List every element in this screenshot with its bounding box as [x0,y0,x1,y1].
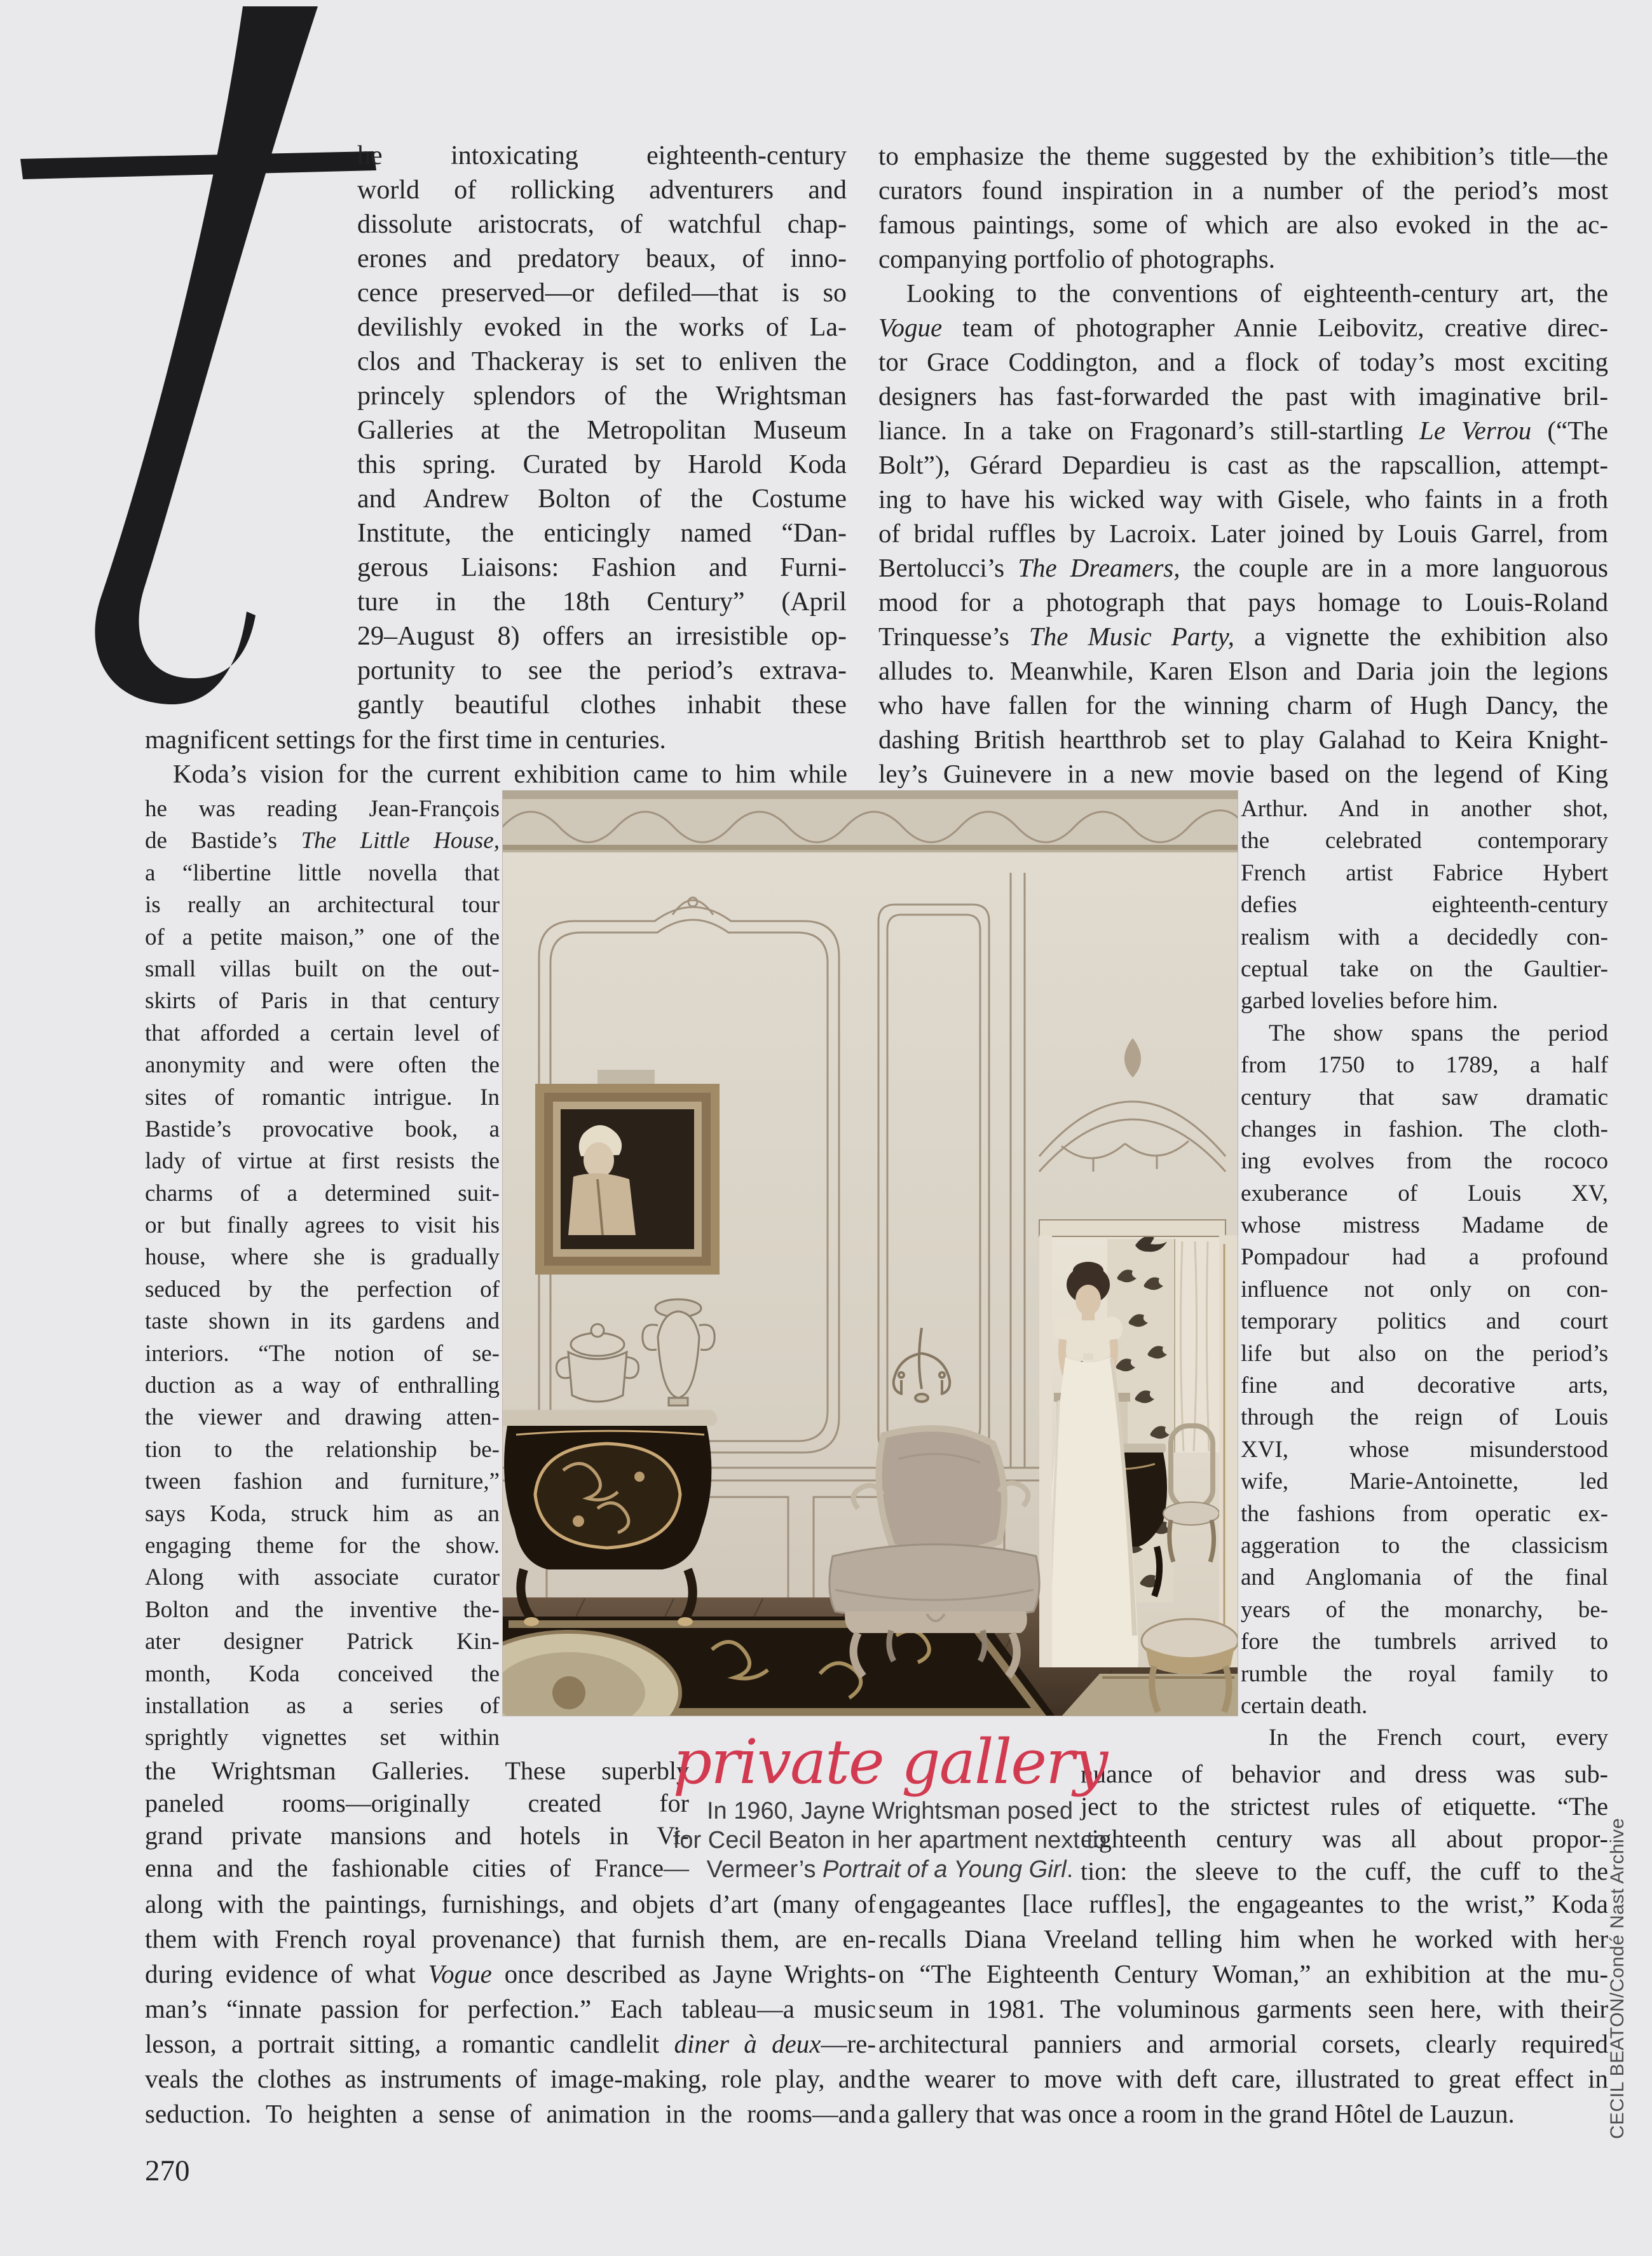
text-line: tor Grace Coddington, and a flock of today’s most exciting [878,347,1608,376]
text-line: Bertolucci’s The Dreamers, the couple are in a more languorous [878,553,1608,582]
caption-text [667,1796,1112,1884]
text-line: taste shown in its gardens and [145,1308,500,1335]
article-column-2-bottom [878,1887,1608,2131]
text-line: French artist Fabrice Hybert [1241,859,1608,886]
text-line: mood for a photograph that pays homage to Louis-Roland [878,587,1608,617]
text-line: dashing British heartthrob set to play Galahad to Keira Knight- [878,725,1608,754]
article-column-1-top [357,139,847,722]
text-line: anonymity and were often the [145,1052,500,1079]
text-line: a gallery that was once a room in the grand Hôtel de Lauzun. [878,2099,1515,2128]
text-line: interiors. “The notion of se- [145,1340,500,1367]
text-line: Along with associate curator [145,1564,500,1591]
text-line: of bridal ruffles by Lacroix. Later joined by Louis Garrel, from [878,519,1608,548]
text-line: rumble the royal family to [1241,1660,1608,1687]
text-line: house, where she is gradually [145,1244,500,1271]
text-line: sites of romantic intrigue. In [145,1084,500,1111]
dropcap-letter-t [19,6,388,737]
text-line: years of the monarchy, be- [1241,1596,1608,1623]
text-line: veals the clothes as instruments of image-making, role play, and [145,2064,876,2093]
text-line: curators found inspiration in a number of the period’s most [878,175,1608,205]
text-line: tion: the sleeve to the cuff, the cuff to the [1081,1857,1608,1885]
text-line: the celebrated contemporary [1241,828,1608,854]
text-line: man’s “innate passion for perfection.” Each tableau—a music [145,1994,876,2023]
text-line: influence not only on con- [1241,1276,1608,1302]
text-line: the Wrightsman Galleries. These superbly [145,1756,689,1785]
text-line: duction as a way of enthralling [145,1372,500,1399]
text-line: certain death. [1241,1692,1368,1719]
text-line: Institute, the enticingly named “Dan- [357,519,847,548]
text-line: who have fallen for the winning charm of Hugh Dancy, the [878,690,1608,720]
text-line: Trinquesse’s The Music Party, a vignette the exhibition also [878,622,1608,651]
article-column-2-below-photo [1081,1758,1608,1887]
text-line: gerous Liaisons: Fashion and Furni- [357,553,847,582]
text-line: XVI, whose misunderstood [1241,1436,1608,1463]
photo-caption [667,1726,1112,1884]
text-line: through the reign of Louis [1241,1404,1608,1431]
text-line: small villas built on the out- [145,955,500,982]
gallery-photo [502,790,1238,1716]
text-line: enna and the fashionable cities of France— [145,1854,689,1882]
vermeer-painting [535,1070,720,1275]
text-line: ing evolves from the rococo [1241,1148,1608,1175]
text-line: he was reading Jean-François [145,796,500,822]
text-line: devilishly evoked in the works of La- [357,313,847,342]
text-line: century that saw dramatic [1241,1084,1608,1111]
text-line: ject to the strictest rules of etiquette. “The [1081,1792,1608,1821]
text-line: erones and predatory beaux, of inno- [357,244,847,273]
text-line: lady of virtue at first resists the [145,1148,500,1175]
text-line: Pompadour had a profound [1241,1244,1608,1271]
text-line: he intoxicating eighteenth-century [357,141,847,170]
article-column-1-beside-photo [145,793,500,1754]
text-line: world of rollicking adventurers and [357,175,847,205]
text-line: dissolute aristocrats, of watchful chap- [357,210,847,239]
text-line: them with French royal provenance) that furnish them, are en- [145,1924,876,1953]
text-line: or but finally agrees to visit his [145,1212,500,1239]
text-line: clos and Thackeray is set to enliven the [357,347,847,376]
text-line: exuberance of Louis XV, [1241,1180,1608,1207]
text-line: Arthur. And in another shot, [1241,796,1608,822]
article-column-2-top [878,139,1608,791]
text-line: and Anglomania of the final [1241,1564,1608,1591]
text-line: charms of a determined suit- [145,1180,500,1207]
text-line: realism with a decidedly con- [1241,924,1608,950]
article-column-1-below-photo [145,1754,689,1884]
text-line: of a petite maison,” one of the [145,924,500,950]
text-line: engaging theme for the show. [145,1532,500,1559]
text-line: seduction. To heighten a sense of animation in the rooms—and [145,2099,876,2128]
text-line: architectural panniers and armorial corsets, clearly required [878,2029,1608,2058]
text-line: this spring. Curated by Harold Koda [357,450,847,479]
text-line: Koda’s vision for the current exhibition came to him while [173,759,847,788]
text-line: tween fashion and furniture,” [145,1468,500,1495]
text-line: cence preserved—or defiled—that is so [357,278,847,308]
text-line: ley’s Guinevere in a new movie based on the legend of King [878,759,1608,788]
text-line: a “libertine little novella that [145,859,500,886]
text-line: magnificent settings for the first time in centuries. [145,725,666,754]
door-lintel [1039,1220,1225,1236]
text-line: Vogue team of photographer Annie Leibovitz, creative direc- [878,313,1608,342]
text-line: The show spans the period [1269,1020,1608,1046]
text-line: gantly beautiful clothes inhabit these [357,690,847,720]
text-line: wife, Marie-Antoinette, led [1241,1468,1608,1495]
text-line: installation as a series of [145,1692,500,1719]
text-line: temporary politics and court [1241,1308,1608,1335]
text-line: the wearer to move with deft care, illustrated to great effect in [878,2064,1608,2093]
text-line: to emphasize the theme suggested by the exhibition’s title—the [878,141,1608,170]
text-line: along with the paintings, furnishings, and objets d’art (many of [145,1889,876,1918]
text-line: whose mistress Madame de [1241,1212,1608,1239]
text-line: seduced by the perfection of [145,1276,500,1302]
text-line: on “The Eighteenth Century Woman,” an exhibition at the mu- [878,1959,1608,1988]
text-line: Galleries at the Metropolitan Museum [357,416,847,445]
text-line: skirts of Paris in that century [145,988,500,1015]
text-line: ater designer Patrick Kin- [145,1629,500,1655]
text-line: famous paintings, some of which are also evoked in the ac- [878,210,1608,239]
text-line: engageantes [lace ruffles], the engageantes to the wrist,” Koda [878,1889,1608,1918]
caption-title: private gallery [672,1726,1107,1798]
text-line: from 1750 to 1789, a half [1241,1052,1608,1079]
article-column-1-bottom [145,1887,876,2131]
text-line: In the French court, every [1269,1725,1608,1751]
text-line: nuance of behavior and dress was sub- [1081,1760,1608,1788]
text-line: and Andrew Bolton of the Costume [357,484,847,514]
text-line: tion to the relationship be- [145,1436,500,1463]
text-line: paneled rooms—originally created for [145,1789,689,1817]
text-line: Bolt”), Gérard Depardieu is cast as the rapscallion, attempt- [878,450,1608,479]
text-line: alludes to. Meanwhile, Karen Elson and Daria join the legions [878,656,1608,685]
text-line: ture in the 18th Century” (April [357,587,847,617]
article-column-1-full-width [145,722,847,791]
text-line: recalls Diana Vreeland telling him when he worked with her [878,1924,1608,1953]
text-line: seum in 1981. The voluminous garments seen here, with their [878,1994,1608,2023]
text-line: Bastide’s provocative book, a [145,1116,500,1142]
text-line: ceptual take on the Gaultier- [1241,955,1608,982]
caption-line: Vermeer’s Portrait of a Young Girl. [706,1856,1074,1883]
text-line: fine and decorative arts, [1241,1372,1608,1399]
text-line: sprightly vignettes set within [145,1725,500,1751]
text-line: princely splendors of the Wrightsman [357,381,847,411]
text-line: garbed lovelies before him. [1241,988,1498,1015]
text-line: the viewer and drawing atten- [145,1404,500,1431]
text-line: liance. In a take on Fragonard’s still-startling Le Verrou (“The [878,416,1608,445]
article-column-2-beside-photo [1241,793,1608,1754]
text-line: Looking to the conventions of eighteenth-century art, the [906,278,1608,308]
text-line: ing to have his wicked way with Gisele, who faints in a froth [878,484,1608,514]
text-line: says Koda, struck him as an [145,1500,500,1527]
text-line: companying portfolio of photographs. [878,244,1276,273]
text-line: defies eighteenth-century [1241,892,1608,919]
text-line: portunity to see the period’s extrava- [357,656,847,685]
text-line: grand private mansions and hotels in Vi- [145,1821,689,1850]
text-line: designers has fast-forwarded the past with imaginative bril- [878,381,1608,411]
text-line: during evidence of what Vogue once described as Jayne Wrights- [145,1959,877,1988]
text-line: eighteenth century was all about propor- [1081,1824,1608,1853]
text-line: aggeration to the classicism [1241,1532,1608,1559]
text-line: the fashions from operatic ex- [1241,1500,1608,1527]
caption-line: In 1960, Jayne Wrightsman posed [707,1798,1073,1824]
text-line: is really an architectural tour [145,892,500,919]
caption-line: for Cecil Beaton in her apartment next to [672,1827,1107,1854]
text-line: changes in fashion. The cloth- [1241,1116,1608,1142]
text-line: month, Koda conceived the [145,1660,500,1687]
text-line: life but also on the period’s [1241,1340,1608,1367]
text-line: lesson, a portrait sitting, a romantic candlelit diner à deux—re- [145,2029,876,2058]
text-line: de Bastide’s The Little House, [145,828,500,854]
text-line: that afforded a certain level of [145,1020,500,1046]
text-line: 29–August 8) offers an irresistible op- [357,622,847,651]
text-line: Bolton and the inventive the- [145,1596,500,1623]
page-number: 270 [145,2154,190,2187]
text-line: fore the tumbrels arrived to [1241,1629,1608,1655]
photo-credit: CECIL BEATON/Condé Nast Archive [1607,1817,1628,2139]
